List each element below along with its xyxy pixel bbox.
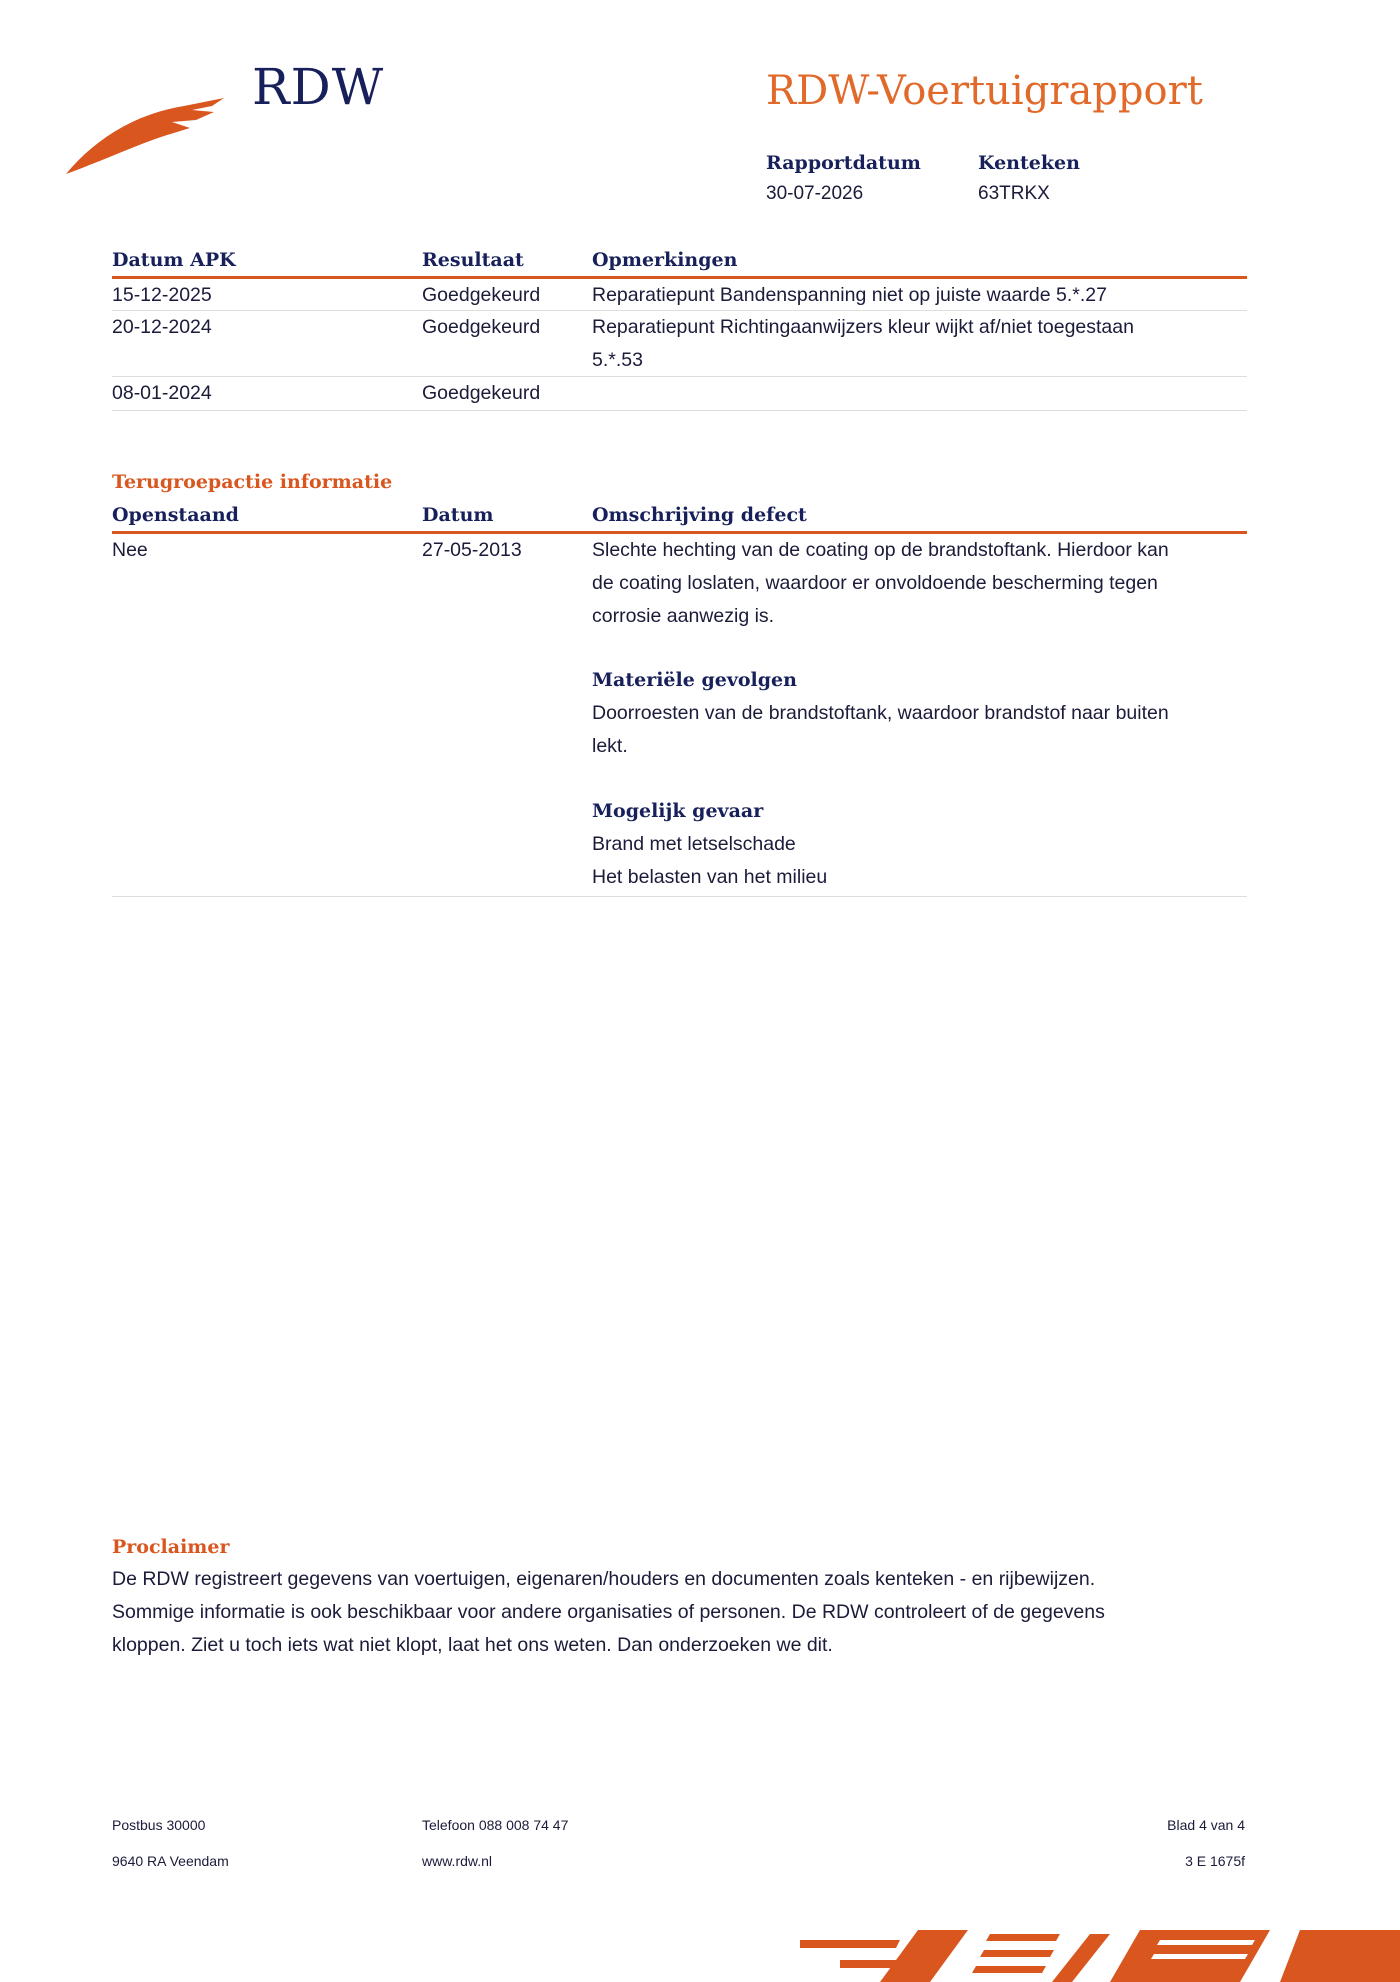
proclaimer-text xyxy=(112,1563,1252,1662)
gevolgen-line: lekt. xyxy=(592,735,628,757)
recall-defect-line: corrosie aanwezig is. xyxy=(592,605,775,627)
recall-defect-line: de coating loslaten, waardoor er onvoldoende bescherming tegen xyxy=(592,572,1158,594)
logo-wordmark: RDW xyxy=(252,58,385,116)
kenteken-value: 63TRKX xyxy=(978,183,1050,204)
document-title: RDW-Voertuigrapport xyxy=(766,68,1203,114)
apk-header-datum: Datum APK xyxy=(112,249,236,271)
apk-row-datum: 20-12-2024 xyxy=(112,316,212,338)
gevolgen-line: Doorroesten van de brandstoftank, waardoor brandstof naar buiten xyxy=(592,702,1169,724)
footer-postbus: Postbus 30000 xyxy=(112,1817,206,1833)
rdw-logo-mark-icon xyxy=(64,88,234,178)
recall-defect-line: Slechte hechting van de coating op de brandstoftank. Hierdoor kan xyxy=(592,539,1169,561)
apk-row-resultaat: Goedgekeurd xyxy=(422,284,541,306)
proclaimer-title: Proclaimer xyxy=(112,1536,230,1558)
apk-row-opmerking: Reparatiepunt Bandenspanning niet op juiste waarde 5.*.27 xyxy=(592,284,1107,306)
apk-header-resultaat: Resultaat xyxy=(422,249,524,271)
gevaar-line: Brand met letselschade xyxy=(592,833,796,855)
recall-datum: 27-05-2013 xyxy=(422,539,522,561)
apk-row-datum: 15-12-2025 xyxy=(112,284,212,306)
gevaar-title: Mogelijk gevaar xyxy=(592,800,764,822)
apk-row-resultaat: Goedgekeurd xyxy=(422,316,541,338)
recall-header-datum: Datum xyxy=(422,504,494,526)
gevaar-line: Het belasten van het milieu xyxy=(592,866,828,888)
apk-row-opmerking: Reparatiepunt Richtingaanwijzers kleur wijkt af/niet toegestaan xyxy=(592,316,1134,338)
recall-bottom-rule xyxy=(112,896,1247,897)
apk-row-resultaat: Goedgekeurd xyxy=(422,382,541,404)
proclaimer-line: De RDW registreert gegevens van voertuigen, eigenaren/houders en documenten zoals kenteken - en rijbewijzen. xyxy=(112,1568,1096,1590)
rdw-stripes-graphic-icon xyxy=(800,1926,1400,1982)
rapportdatum-value: 30-07-2026 xyxy=(766,183,864,204)
proclaimer-line: Sommige informatie is ook beschikbaar voor andere organisaties of personen. De RDW controleert of de gegevens xyxy=(112,1601,1105,1623)
gevolgen-title: Materiële gevolgen xyxy=(592,669,797,691)
apk-row-opmerking-cont: 5.*.53 xyxy=(592,349,643,371)
kenteken-label: Kenteken xyxy=(978,152,1080,174)
footer-adres: 9640 RA Veendam xyxy=(112,1853,229,1869)
recall-header-openstaand: Openstaand xyxy=(112,504,239,526)
proclaimer-line: kloppen. Ziet u toch iets wat niet klopt, laat het ons weten. Dan onderzoeken we dit. xyxy=(112,1634,833,1656)
rapportdatum-label: Rapportdatum xyxy=(766,152,921,174)
recall-section-title: Terugroepactie informatie xyxy=(112,471,393,493)
row-divider xyxy=(112,376,1247,377)
row-divider xyxy=(112,410,1247,411)
footer-website[interactable]: www.rdw.nl xyxy=(422,1853,493,1869)
apk-row-datum: 08-01-2024 xyxy=(112,382,212,404)
footer-telefoon: Telefoon 088 008 74 47 xyxy=(422,1817,569,1833)
footer-code: 3 E 1675f xyxy=(1185,1853,1245,1869)
recall-openstaand: Nee xyxy=(112,539,148,561)
apk-header-opmerkingen: Opmerkingen xyxy=(592,249,738,271)
footer-blad: Blad 4 van 4 xyxy=(1167,1817,1245,1833)
recall-header-omschrijving: Omschrijving defect xyxy=(592,504,807,526)
